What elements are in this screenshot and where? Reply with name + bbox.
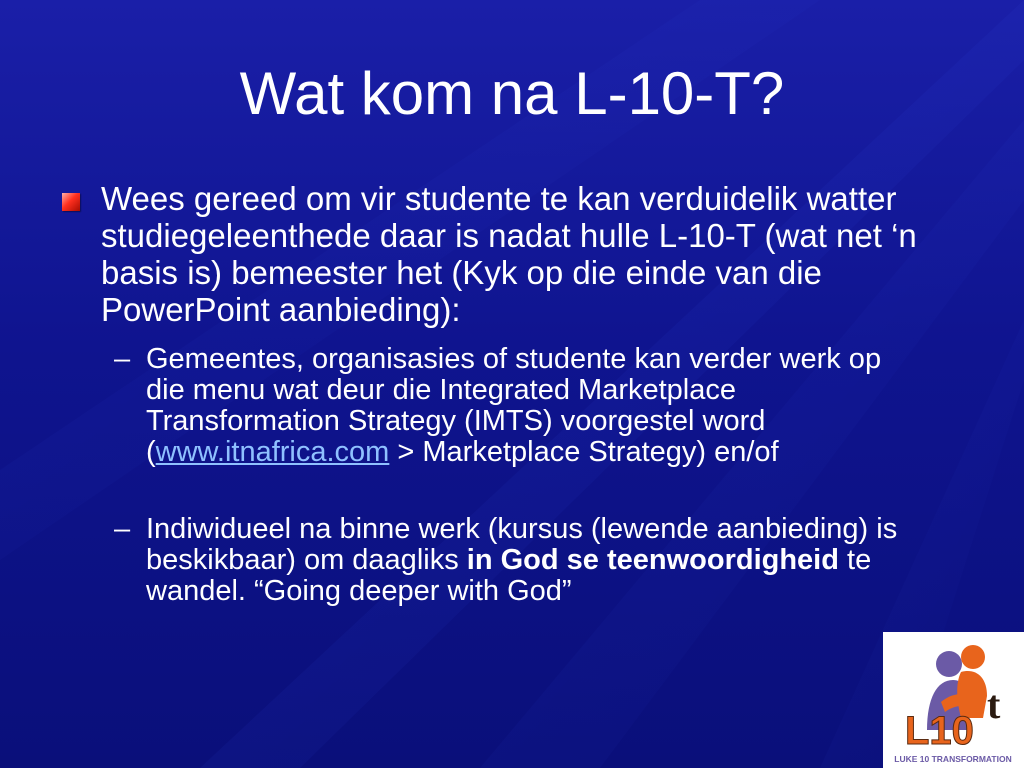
sub-bullet-2-text-end: te wandel. “Going deeper with God” <box>146 544 872 607</box>
logo-cross-icon: t <box>987 682 1001 727</box>
sub-bullet-2-bold-text: in God se teenwoordigheid <box>466 544 839 576</box>
sub-bullet-2-text-start: Indiwidueel na binne werk (kursus (lewende aanbieding) is beskikbaar) om daagliks <box>146 513 898 576</box>
itnafrica-link[interactable]: www.itnafrica.com <box>155 436 390 468</box>
luke-10-logo-graphic <box>883 632 1024 768</box>
sub-bullet-2-text <box>146 514 916 607</box>
logo-caption: LUKE 10 TRANSFORMATION <box>894 754 1012 764</box>
sub-bullet-1-text-start: Gemeentes, organisasies of studente kan verder werk op die menu wat deur die Integrated Marketplace Transformation Strategy (IMTS) voorgestel word ( <box>146 343 882 468</box>
dash-icon: – <box>114 343 131 375</box>
bullet-square-icon <box>62 193 80 211</box>
logo-l10-text: L10 <box>905 709 974 753</box>
luke-10-logo <box>883 632 1024 768</box>
main-bullet-text: Wees gereed om vir studente te kan verduidelik watter studiegeleenthede daar is nadat hulle L-10-T (wat net ‘n basis is) bemeester het (Kyk op die einde van die PowerPoint aanbieding): <box>101 180 917 328</box>
sub-bullet-1-text-end: > Marketplace Strategy) en/of <box>389 436 779 468</box>
sub-bullet-1-text <box>146 344 916 468</box>
slide-title: Wat kom na L-10-T? <box>239 60 785 127</box>
dash-icon: – <box>114 513 131 545</box>
